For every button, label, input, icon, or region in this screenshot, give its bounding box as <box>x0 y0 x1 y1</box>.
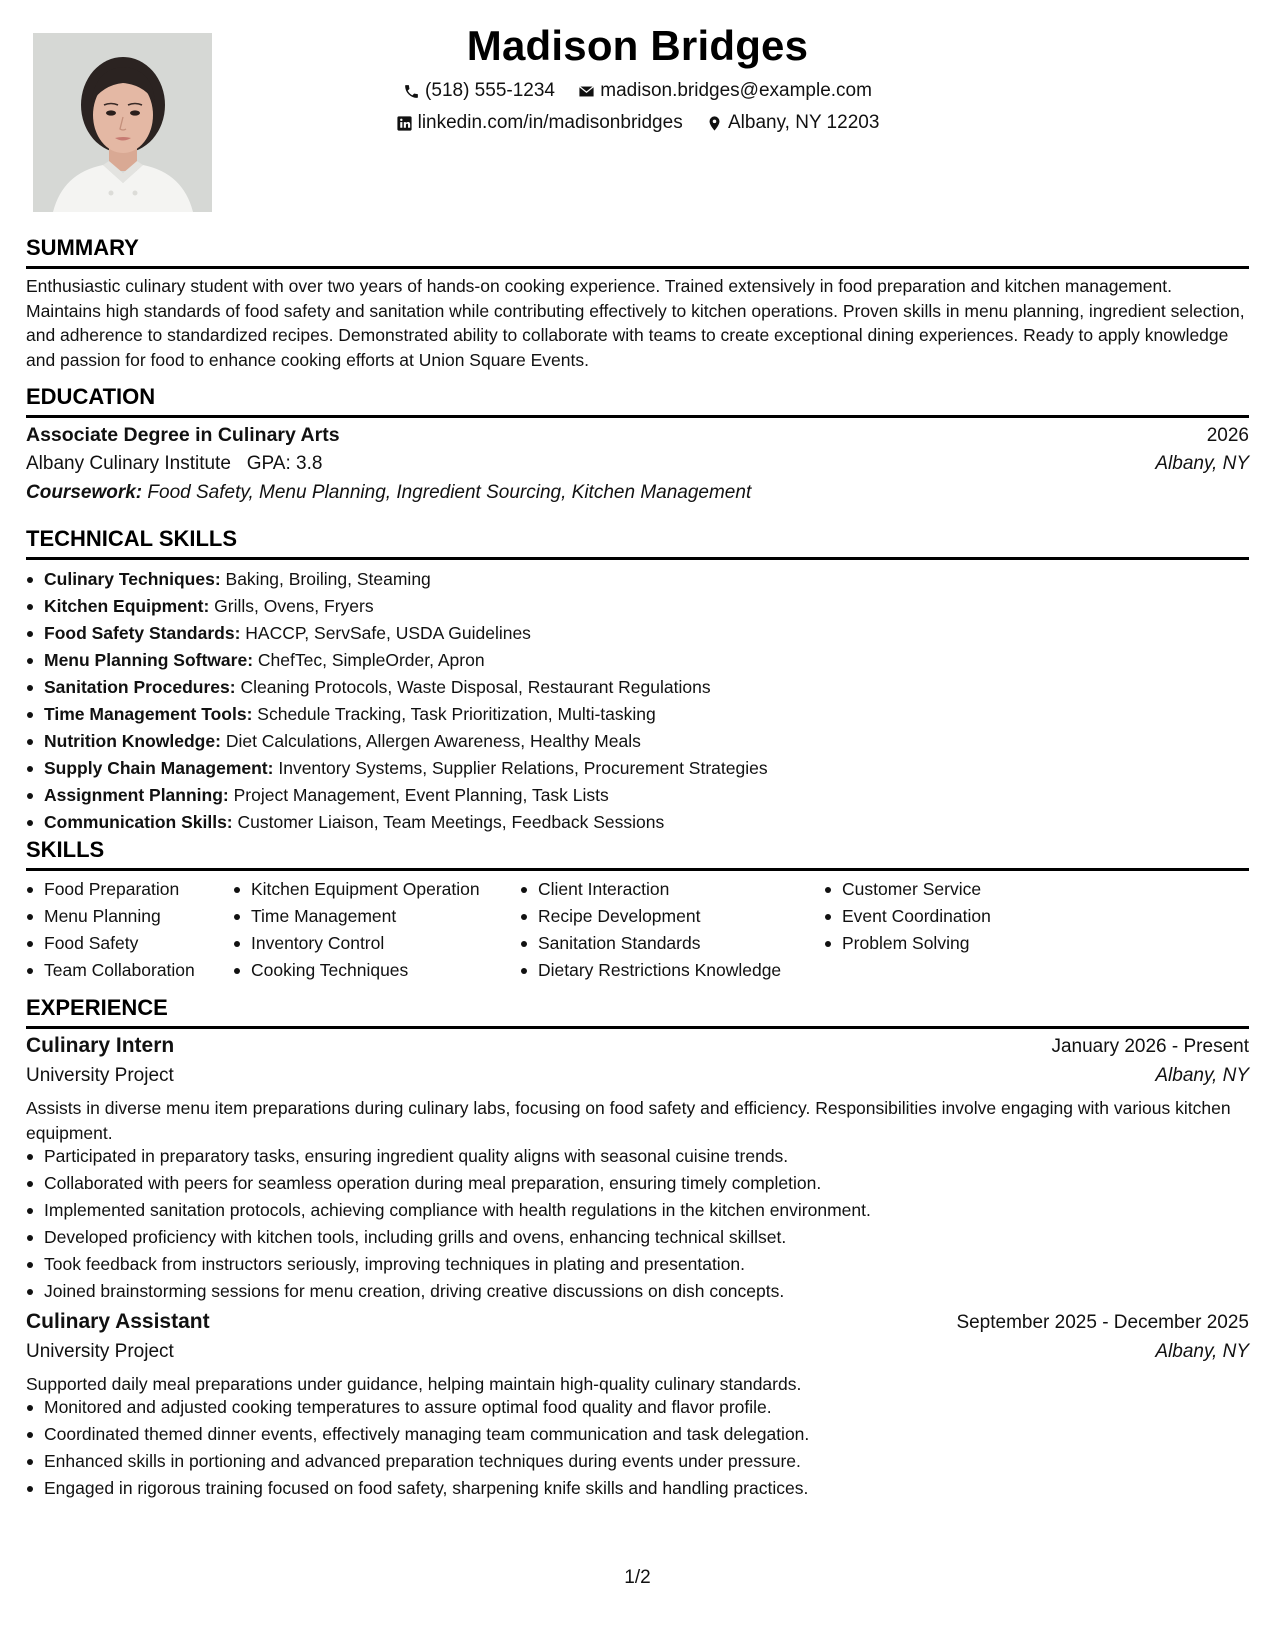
job-1-dates: January 2026 - Present <box>1051 1036 1249 1057</box>
email-text[interactable]: madison.bridges@example.com <box>600 80 872 101</box>
list-item: Event Coordination <box>842 903 1142 930</box>
experience-heading: EXPERIENCE <box>26 995 1249 1029</box>
list-item: Engaged in rigorous training focused on food safety, sharpening knife skills and handling practices. <box>44 1475 1267 1502</box>
list-item: Took feedback from instructors seriously, improving techniques in plating and presentation. <box>44 1251 1267 1278</box>
list-item: Sanitation Standards <box>538 930 828 957</box>
list-item: Recipe Development <box>538 903 828 930</box>
list-item: Coordinated themed dinner events, effectively managing team communication and task delegation. <box>44 1421 1267 1448</box>
list-item: Time Management Tools: Schedule Tracking, Task Prioritization, Multi-tasking <box>44 701 1267 728</box>
technical-skills-heading: TECHNICAL SKILLS <box>26 526 1249 560</box>
list-item: Monitored and adjusted cooking temperatures to assure optimal food quality and flavor profile. <box>44 1394 1267 1421</box>
job-1-description: Assists in diverse menu item preparations during culinary labs, focusing on food safety and efficiency. Responsibilities involve engaging with various kitchen equipment. <box>26 1098 1231 1143</box>
job-1-bullets <box>26 1143 1267 1305</box>
list-item: Menu Planning <box>44 903 244 930</box>
coursework-text: Food Safety, Menu Planning, Ingredient Sourcing, Kitchen Management <box>147 482 752 503</box>
job-1-location: Albany, NY <box>1155 1065 1249 1086</box>
job-2-org-row <box>26 1341 1249 1363</box>
list-item: Food Preparation <box>44 876 244 903</box>
degree-name: Associate Degree in Culinary Arts <box>26 424 340 446</box>
coursework-label: Coursework: <box>26 482 143 503</box>
job-1-role: Culinary Intern <box>26 1034 175 1057</box>
job-1-org-row <box>26 1065 1249 1087</box>
list-item: Communication Skills: Customer Liaison, Team Meetings, Feedback Sessions <box>44 809 1267 836</box>
list-item: Team Collaboration <box>44 957 244 984</box>
skills-column-1 <box>26 876 244 984</box>
list-item: Client Interaction <box>538 876 828 903</box>
job-2-title-row <box>26 1310 1249 1334</box>
school-location: Albany, NY <box>1155 453 1249 474</box>
list-item: Dietary Restrictions Knowledge <box>538 957 828 984</box>
education-heading: EDUCATION <box>26 384 1249 418</box>
list-item: Collaborated with peers for seamless operation during meal preparation, ensuring timely completion. <box>44 1170 1267 1197</box>
email-contact[interactable] <box>578 80 872 102</box>
list-item: Supply Chain Management: Inventory Systems, Supplier Relations, Procurement Strategies <box>44 755 1267 782</box>
linkedin-icon <box>396 115 413 132</box>
page-number: 1/2 <box>624 1567 651 1588</box>
list-item: Customer Service <box>842 876 1142 903</box>
list-item: Assignment Planning: Project Management, Event Planning, Task Lists <box>44 782 1267 809</box>
technical-skills-list <box>26 566 1267 836</box>
location-text: Albany, NY 12203 <box>727 112 880 133</box>
job-2-dates: September 2025 - December 2025 <box>956 1312 1249 1333</box>
list-item: Problem Solving <box>842 930 1142 957</box>
job-2-description: Supported daily meal preparations under guidance, helping maintain high-quality culinary standards. <box>26 1374 802 1394</box>
summary-text: Enthusiastic culinary student with over two years of hands-on cooking experience. Trained extensively in food preparation and kitchen management. Maintains high standards of food safety and sanitation while contributing effectively to kitchen operations. Proven skills in menu planning, ingredient selection, and adherence to standardized recipes. Demonstrated ability to collaborate with teams to create exceptional dining experiences. Ready to apply knowledge and passion for food to enhance cooking efforts at Union Square Events. <box>26 276 1245 370</box>
job-1-title-row <box>26 1034 1249 1058</box>
list-item: Inventory Control <box>251 930 531 957</box>
list-item: Implemented sanitation protocols, achieving compliance with health regulations in the kitchen environment. <box>44 1197 1267 1224</box>
job-2-bullets <box>26 1394 1267 1502</box>
school-name: Albany Culinary Institute <box>26 453 231 474</box>
list-item: Participated in preparatory tasks, ensuring ingredient quality aligns with seasonal cuisine trends. <box>44 1143 1267 1170</box>
job-2-location: Albany, NY <box>1155 1341 1249 1362</box>
list-item: Enhanced skills in portioning and advanced preparation techniques during events under pressure. <box>44 1448 1267 1475</box>
list-item: Time Management <box>251 903 531 930</box>
coursework-row <box>26 482 1249 504</box>
phone-icon <box>403 83 420 100</box>
envelope-icon <box>578 83 595 100</box>
contact-line-1 <box>0 80 1275 106</box>
list-item: Food Safety Standards: HACCP, ServSafe, USDA Guidelines <box>44 620 1267 647</box>
skills-grid <box>26 876 1249 986</box>
summary-heading: SUMMARY <box>26 235 1249 269</box>
list-item: Menu Planning Software: ChefTec, SimpleOrder, Apron <box>44 647 1267 674</box>
list-item: Developed proficiency with kitchen tools, including grills and ovens, enhancing technical skillset. <box>44 1224 1267 1251</box>
list-item: Sanitation Procedures: Cleaning Protocols, Waste Disposal, Restaurant Regulations <box>44 674 1267 701</box>
school-info <box>26 453 322 475</box>
map-pin-icon <box>706 115 723 132</box>
list-item: Nutrition Knowledge: Diet Calculations, Allergen Awareness, Healthy Meals <box>44 728 1267 755</box>
candidate-name: Madison Bridges <box>466 22 809 69</box>
linkedin-contact[interactable] <box>396 112 683 134</box>
location-contact <box>706 112 879 134</box>
phone-text: (518) 555-1234 <box>425 80 555 101</box>
linkedin-text[interactable]: linkedin.com/in/madisonbridges <box>417 112 683 133</box>
skills-column-3 <box>520 876 828 984</box>
coursework-info <box>26 482 751 504</box>
school-gpa: GPA: 3.8 <box>246 453 323 474</box>
list-item: Kitchen Equipment Operation <box>251 876 531 903</box>
contact-line-2 <box>0 112 1275 138</box>
skills-heading: SKILLS <box>26 837 1249 871</box>
list-item: Cooking Techniques <box>251 957 531 984</box>
job-2-role: Culinary Assistant <box>26 1310 210 1333</box>
phone-contact <box>403 80 555 102</box>
list-item: Culinary Techniques: Baking, Broiling, Steaming <box>44 566 1267 593</box>
job-2-org: University Project <box>26 1341 174 1362</box>
job-1-org: University Project <box>26 1065 174 1086</box>
list-item: Food Safety <box>44 930 244 957</box>
degree-year: 2026 <box>1206 425 1249 446</box>
education-degree-row <box>26 424 1249 447</box>
list-item: Joined brainstorming sessions for menu creation, driving creative discussions on dish concepts. <box>44 1278 1267 1305</box>
skills-column-4 <box>824 876 1142 957</box>
list-item: Kitchen Equipment: Grills, Ovens, Fryers <box>44 593 1267 620</box>
skills-column-2 <box>233 876 531 984</box>
education-school-row <box>26 453 1249 475</box>
